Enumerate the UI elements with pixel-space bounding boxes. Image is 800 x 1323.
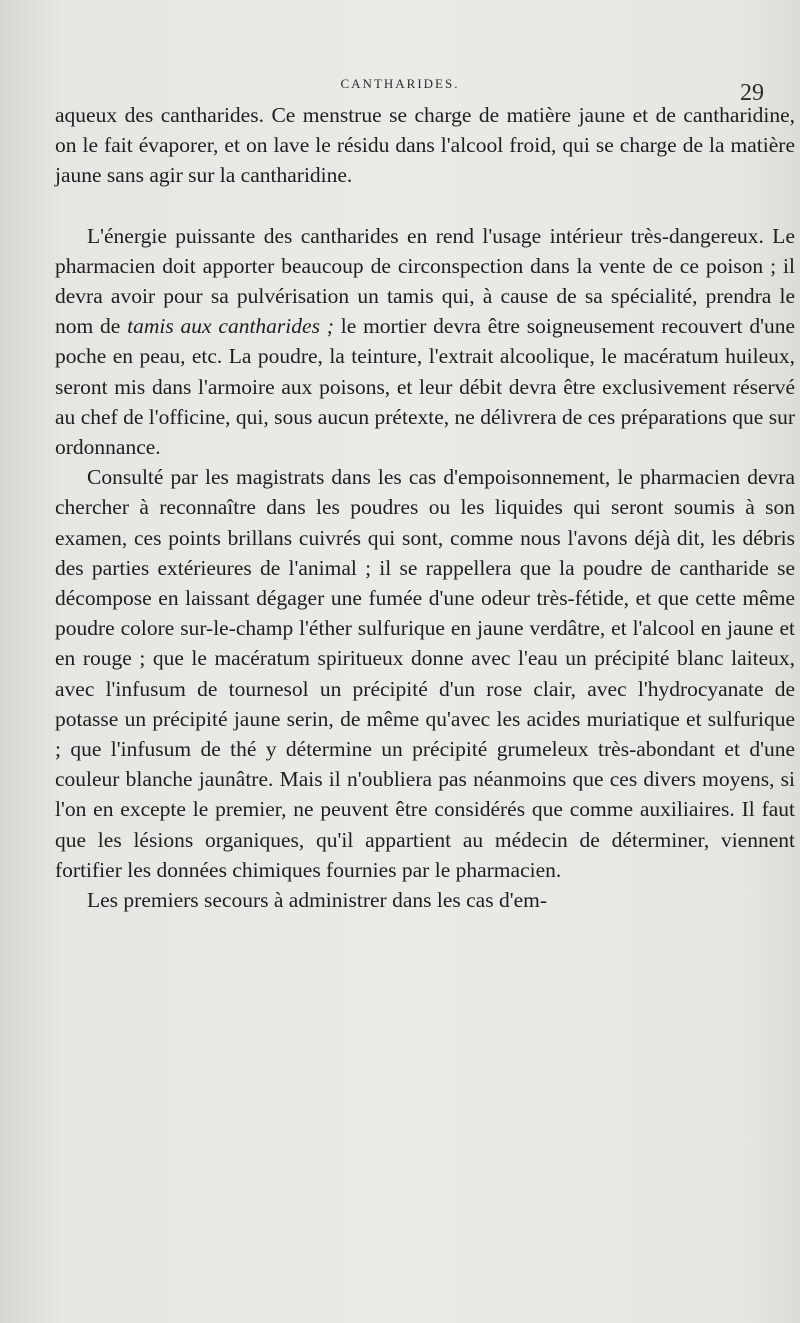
paragraph-3: Consulté par les magistrats dans les cas d'empoisonnement, le pharmacien devra chercher à reconnaître dans les poudres ou les liquides qui seront soumis à son examen, ces points brillans cuivrés qui sont, comme nous l'avons déjà dit, les débris des parties extérieures de l'animal ; il se rappellera que la poudre de cantharide se décompose en laissant dégager une fumée d'une odeur très-fétide, et que cette même poudre colore sur-le-champ l'éther sulfurique en jaune verdâtre, et l'alcool en jaune et en rouge ; que le macératum spiritueux donne avec l'eau un précipité blanc laiteux, avec l'infusum de tournesol un précipité d'un rose clair, avec l'hydrocyanate de potasse un précipité jaune serin, de même qu'avec les acides muriatique et sulfurique ; que l'infusum de thé y détermine un précipité grumeleux très-abondant et d'une couleur blanche jaunâtre. Mais il n'oubliera pas néanmoins que ces divers moyens, si l'on en excepte le premier, ne peuvent être considérés que comme auxiliaires. Il faut que les lésions organiques, qu'il appartient au médecin de déterminer, viennent fortifier les données chimiques fournies par le pharmacien. (55, 465, 795, 882)
page-text (55, 100, 795, 915)
paragraph-2-italic: tamis aux cantharides ; (127, 314, 334, 339)
paragraph-1: aqueux des cantharides. Ce menstrue se charge de matière jaune et de cantharidine, on le fait évaporer, et on lave le résidu dans l'alcool froid, qui se charge de la matière jaune sans agir sur la cantharidine. (55, 103, 795, 188)
running-title: CANTHARIDES. (340, 76, 460, 91)
paragraph-2-start: L'énergie puissante des cantharides en rend l'usage intérieur très-dangereux. Le pharmacien doit apporter beaucoup de circonspection dans la vente de ce poison ; il devra avoir pour sa pulvérisation un tamis qui, à cause de sa spécialité, prendra le nom de (55, 223, 795, 339)
paragraph-2-end: le mortier devra être soigneusement recouvert d'une poche en peau, etc. La poudre, la teinture, l'extrait alcoolique, le macératum huileux, seront mis dans l'armoire aux poisons, et leur débit devra être exclusivement réservé au chef de l'officine, qui, sous aucun prétexte, ne délivrera de ces préparations que sur ordonnance. (55, 314, 796, 460)
page-number: 29 (740, 80, 764, 106)
paragraph-2 (55, 221, 795, 463)
paragraph-4: Les premiers secours à administrer dans les cas d'em- (87, 888, 547, 913)
